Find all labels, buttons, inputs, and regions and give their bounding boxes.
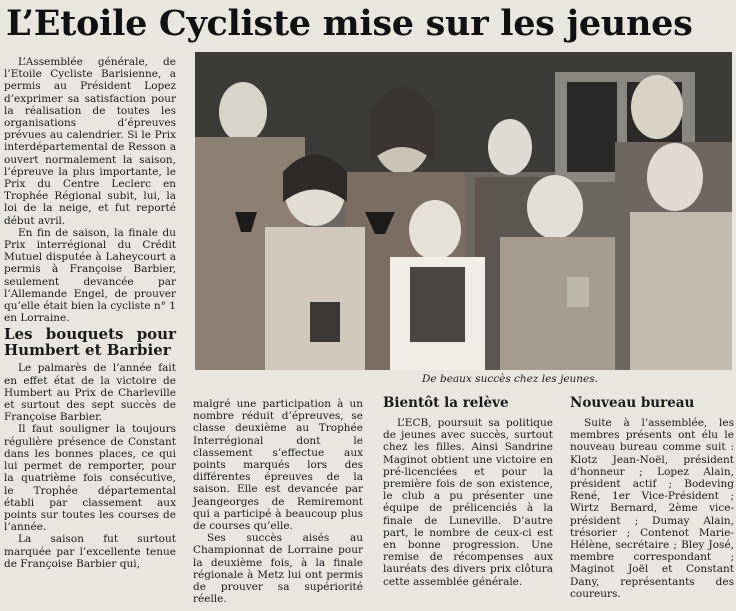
paragraph: Le palmarès de l’année fait en effet état de la victoire de Humbert au Prix de Charleville et surtout des sept succès de Françoise Barbier.: [4, 362, 176, 424]
column-4: [570, 392, 734, 600]
column-3: [383, 392, 553, 588]
paragraph: Il faut souligner la toujours régulière présence de Constant dans les bonnes places, ce qui lui permet de remporter, pour la quatrième fois consécutive, le Trophée départemental établi par classement aux points sur toutes les courses de l’année.: [4, 423, 176, 534]
left-column: [4, 56, 176, 570]
paragraph: Suite à l’assemblée, les membres présents ont élu le nouveau bureau comme suit : Klotz Jean-Noël, président d’honneur ; Lopez Alain, président actif ; Bodeving René, 1er Vice-Président ; Wirtz Bernard, 2ème vice-président ; Dumay Alain, trésorier ; Contenot Marie-Hélène, secrétaire ; Bley José, membre correspondant ; Maginot Joël et Constant Dany, représentants des coureurs.: [570, 417, 734, 600]
photo-illustration: [195, 52, 732, 370]
photo-caption: De beaux succès chez les jeunes.: [422, 373, 598, 385]
paragraph: L’ECB, poursuit sa politique de jeunes avec succès, surtout chez les filles. Ainsi Sandrine Maginot obtient une victoire en pré-licenciées et pour la première fois de son existence, le club a pu présenter une équipe de prélicenciés à la finale de Luneville. D’autre part, le nombre de ceux-ci est en bonne progression. Une remise de récompenses aux lauréats des divers prix clôtura cette assemblée générale.: [383, 417, 553, 588]
paragraph: En fin de saison, la finale du Prix interrégional du Crédit Mutuel disputée à Laheycourt a permis à Françoise Barbier, seulement devancée par l’Allemande Engel, de prouver qu’elle était bien la cycliste n° 1 en Lorraine.: [4, 226, 176, 325]
paragraph: malgré une participation à un nombre réduit d’épreuves, se classe deuxième au Trophée Interrégional dont le classement s’effectue aux points marqués lors des différentes épreuves de la saison. Elle est devancée par Jeangeorges de Remiremont qui a participé à beaucoup plus de courses qu’elle.: [193, 398, 363, 533]
column-2: [193, 398, 363, 605]
article-headline: L’Etoile Cycliste mise sur les jeunes: [6, 3, 693, 44]
paragraph: La saison fut surtout marquée par l’excellente tenue de Françoise Barbier qui,: [4, 533, 176, 570]
paragraph: L’Assemblée générale, de l’Etoile Cycliste Barisienne, a permis au Président Lopez d’exprimer sa satisfaction pour la réalisation de toutes les organisations d’épreuves prévues au calendrier. Si le Prix interdépartemental de Resson a ouvert normalement la saison, l’épreuve la plus importante, le Prix du Centre Leclerc en Trophée Régional subit, lui, la loi de la neige, et fut reporté début avril.: [4, 56, 176, 227]
group-photo: [195, 52, 732, 370]
paragraph: Ses succès aisés au Championnat de Lorraine pour la deuxième fois, à la finale régionale à Metz lui ont permis de prouver sa supériorité réelle.: [193, 532, 363, 606]
section-subhead: Bientôt la relève: [383, 395, 509, 411]
section-subhead: Nouveau bureau: [570, 395, 695, 411]
section-subhead: Les bouquets pour Humbert et Barbier: [4, 325, 176, 360]
